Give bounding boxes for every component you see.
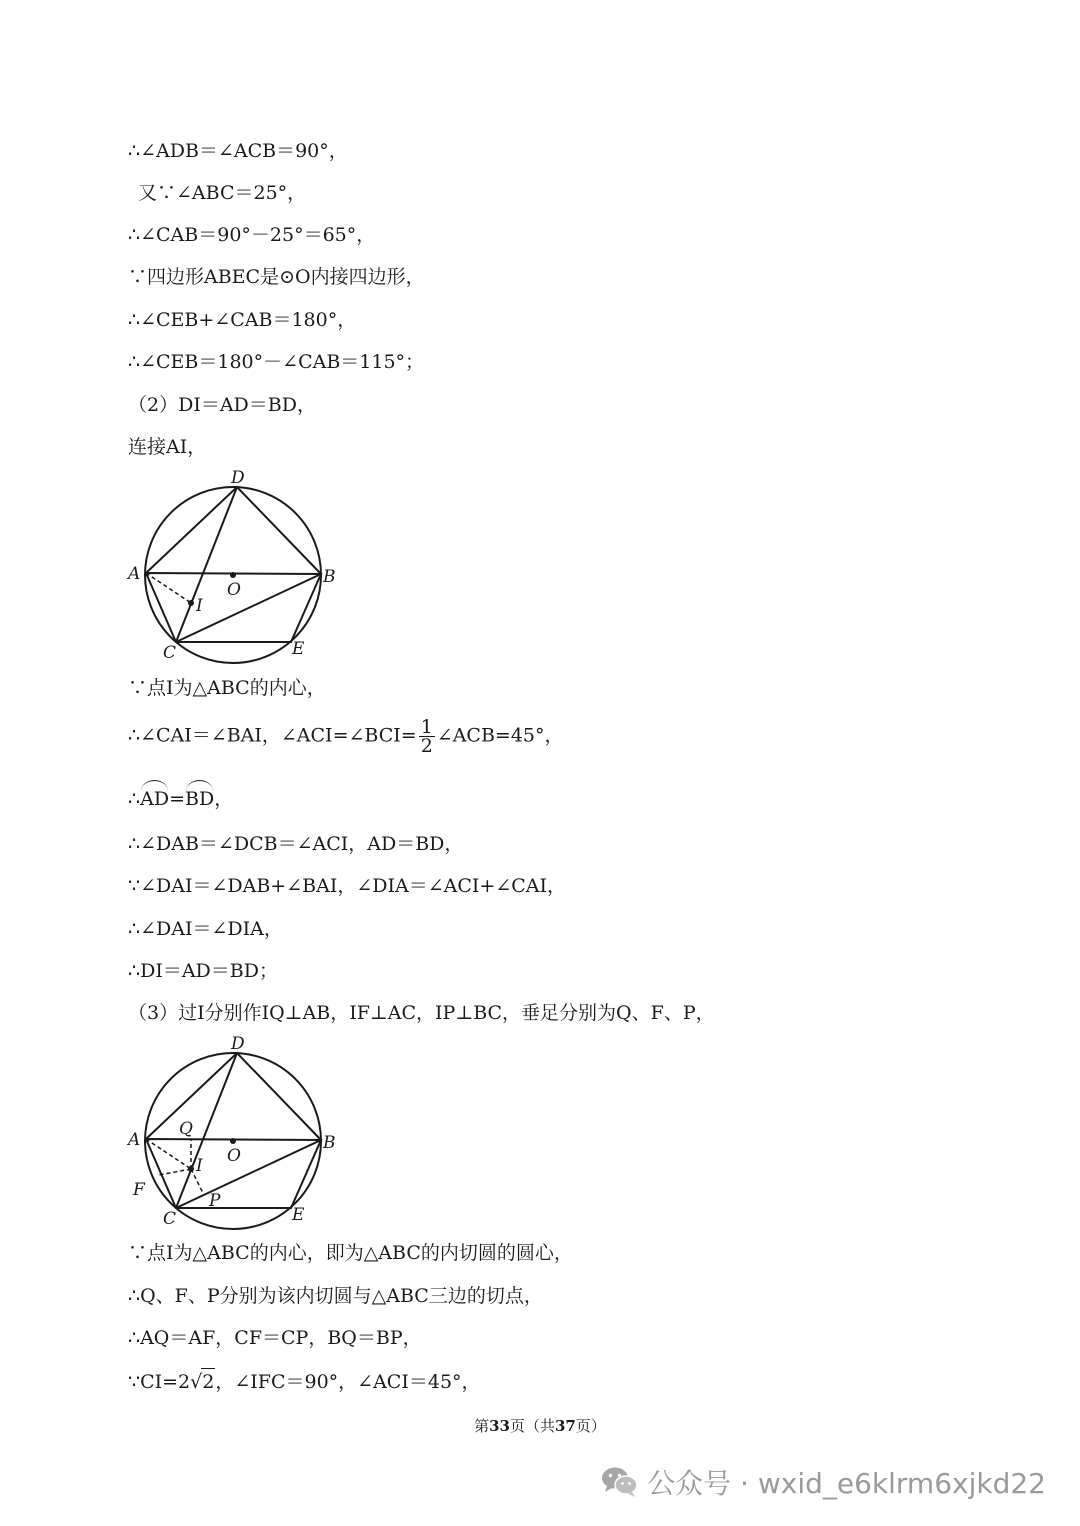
line-7: （2）DI＝AD＝BD， (128, 394, 316, 416)
line-5: ∴∠CEB+∠CAB＝180°， (128, 309, 357, 331)
line-13: ∵∠DAI＝∠DAB+∠BAI，∠DIA＝∠ACI+∠CAI， (128, 875, 567, 897)
line-6: ∴∠CEB＝180°－∠CAB＝115°； (128, 351, 425, 373)
label-q: Q (179, 1119, 193, 1139)
segment-if-dashed (159, 1169, 191, 1175)
line-11 (128, 780, 233, 812)
label-a: A (128, 1130, 141, 1150)
page-footer (0, 1415, 1080, 1436)
fraction-denominator: 2 (420, 735, 433, 757)
line-10-part-b: ∠ACB=45°， (436, 724, 564, 747)
label-p: P (209, 1191, 221, 1211)
watermark (601, 1462, 1046, 1502)
line-2: 又∵∠ABC＝25°， (138, 182, 307, 204)
point-o (230, 1138, 236, 1144)
line-9: ∵点I为△ABC的内心， (128, 677, 326, 699)
line-19: ∴AQ＝AF，CF＝CP，BQ＝BP， (128, 1327, 422, 1349)
line-3: ∴∠CAB＝90°－25°＝65°， (128, 224, 376, 246)
line-8: 连接AI， (128, 436, 207, 458)
line-15: ∴DI＝AD＝BD； (128, 960, 278, 982)
footer-suffix: 页） (575, 1417, 606, 1435)
label-i: I (196, 596, 203, 616)
label-o: O (227, 1146, 241, 1166)
line-4: ∵四边形ABEC是⊙O内接四边形， (128, 266, 425, 288)
line-1: ∴∠ADB＝∠ACB＝90°， (128, 140, 348, 162)
label-f: F (133, 1180, 145, 1200)
line-12: ∴∠DAB＝∠DCB＝∠ACI，AD＝BD， (128, 833, 464, 855)
fraction-one-half (419, 718, 435, 755)
figure-1-circle-diagram (118, 466, 348, 666)
footer-middle: 页（共 (509, 1417, 555, 1435)
point-i (188, 1166, 194, 1172)
line-20 (128, 1368, 481, 1395)
wechat-icon (601, 1466, 639, 1498)
chords-ad-db (146, 487, 321, 574)
label-e: E (292, 639, 305, 659)
line-20-part-b: ，∠IFC＝90°，∠ACI＝45°， (215, 1371, 481, 1393)
watermark-text: 公众号 · wxid_e6klrm6xjkd22 (647, 1467, 1046, 1500)
line-16: （3）过I分别作IQ⊥AB，IF⊥AC，IP⊥BC，垂足分别为Q、F、P， (128, 1002, 715, 1024)
label-o: O (227, 580, 241, 600)
footer-prefix: 第 (474, 1417, 490, 1435)
label-c: C (163, 1209, 177, 1229)
label-d: D (231, 468, 245, 488)
label-d: D (231, 1034, 245, 1054)
line-11-prefix: ∴ (128, 788, 141, 810)
label-c: C (163, 643, 177, 663)
line-20-part-a: ∵CI=2 (128, 1371, 191, 1393)
label-b: B (323, 1133, 336, 1153)
page-number: 33 (489, 1417, 510, 1435)
line-18: ∴Q、F、P分别为该内切圆与△ABC三边的切点， (128, 1285, 543, 1307)
line-14: ∴∠DAI＝∠DIA， (128, 918, 283, 940)
line-17: ∵点I为△ABC的内心，即为△ABC的内切圆的圆心， (128, 1242, 573, 1264)
fraction-numerator: 1 (420, 716, 433, 738)
label-a: A (128, 564, 141, 584)
arc-ad: AD (140, 780, 169, 812)
label-e: E (292, 1205, 305, 1225)
line-10-part-a: ∴∠CAI＝∠BAI，∠ACI=∠BCI= (128, 724, 417, 747)
label-i: I (196, 1156, 203, 1176)
line-11-equals: = (169, 788, 185, 810)
sqrt-sign: √ (190, 1371, 203, 1393)
page-total: 37 (555, 1417, 576, 1435)
figure-2-circle-diagram (118, 1032, 348, 1232)
chords-ad-db (146, 1053, 321, 1140)
sqrt-radicand: 2 (201, 1368, 215, 1395)
point-o (230, 572, 236, 578)
label-b: B (323, 567, 336, 587)
point-i (188, 600, 194, 606)
arc-bd: BD (185, 780, 214, 812)
line-11-suffix: ， (214, 788, 234, 810)
line-10 (128, 718, 564, 755)
